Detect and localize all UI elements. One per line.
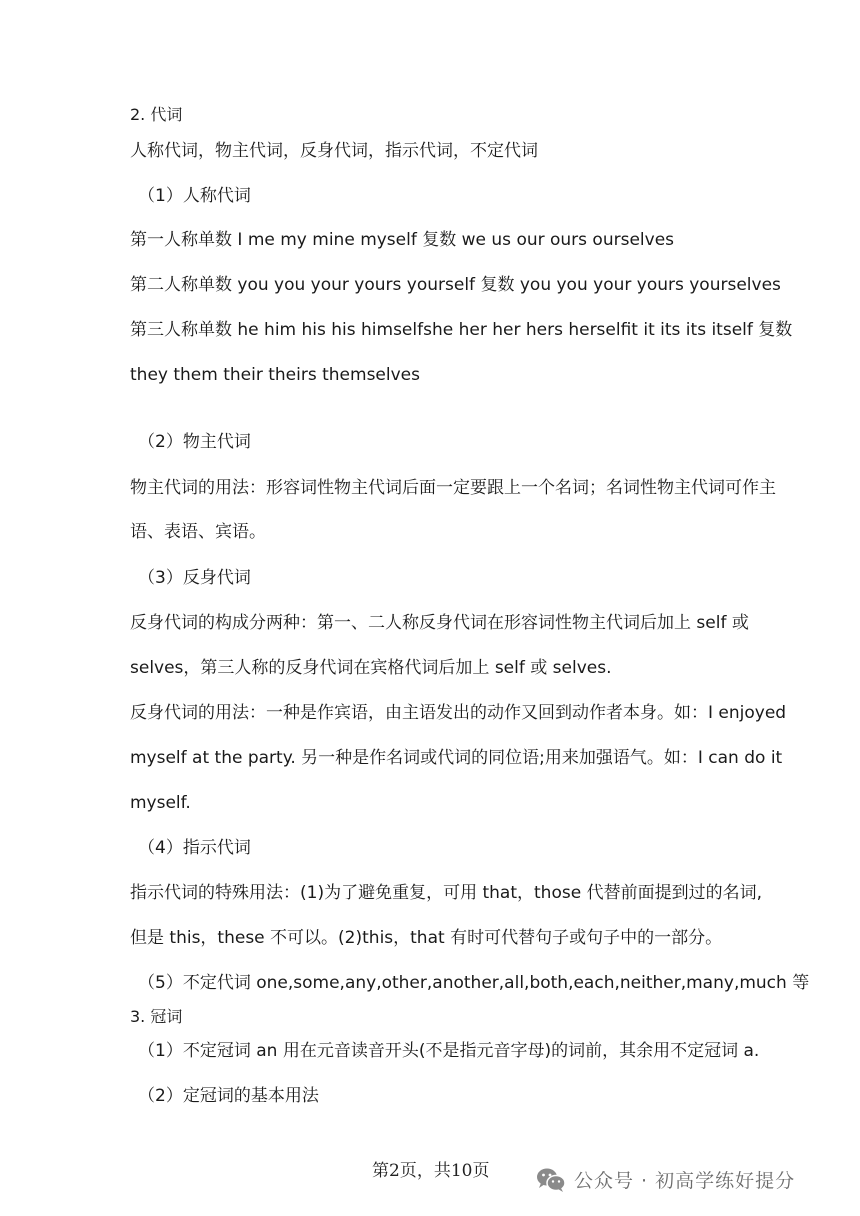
watermark	[536, 1166, 795, 1193]
page-number-footer: 第2页，共10页	[372, 1161, 490, 1181]
possessive-usage-line-1: 物主代词的用法：形容词性物主代词后面一定要跟上一个名词；名词性物主代词可作主	[130, 478, 776, 498]
wechat-icon	[536, 1167, 566, 1193]
third-person-plural-line: they them their theirs themselves	[130, 365, 420, 385]
possessive-usage-line-2: 语、表语、宾语。	[130, 522, 266, 542]
demonstrative-usage-line-2: 但是 this，these 不可以。(2)this，that 有时可代替句子或句子中的一部分。	[130, 928, 723, 948]
indefinite-pronouns-line: （5）不定代词 one,some,any,other,another,all,both,each,neither,many,much 等	[138, 973, 810, 993]
first-person-line: 第一人称单数 I me my mine myself 复数 we us our ours ourselves	[130, 230, 675, 250]
possessive-pronouns-heading: （2）物主代词	[138, 432, 251, 452]
reflexive-usage-line-2: myself at the party. 另一种是作名词或代词的同位语;用来加强语气。如：I can do it	[130, 748, 783, 768]
section-2-title: 2. 代词	[130, 105, 183, 124]
reflexive-formation-line-1: 反身代词的构成分两种：第一、二人称反身代词在形容词性物主代词后加上 self 或	[130, 613, 749, 633]
section-2-intro: 人称代词，物主代词，反身代词，指示代词，不定代词	[130, 141, 538, 161]
reflexive-pronouns-heading: （3）反身代词	[138, 568, 251, 588]
watermark-text: 公众号 · 初高学练好提分	[574, 1170, 796, 1192]
section-3-title: 3. 冠词	[130, 1007, 183, 1026]
second-person-line: 第二人称单数 you you your yours yourself 复数 you you your yours yourselves	[130, 275, 781, 295]
indefinite-article-line: （1）不定冠词 an 用在元音读音开头(不是指元音字母)的词前，其余用不定冠词 a.	[138, 1041, 760, 1061]
definite-article-heading: （2）定冠词的基本用法	[138, 1086, 319, 1106]
reflexive-usage-line-1: 反身代词的用法：一种是作宾语，由主语发出的动作又回到动作者本身。如：I enjoyed	[130, 703, 787, 723]
demonstrative-pronouns-heading: （4）指示代词	[138, 838, 251, 858]
personal-pronouns-heading: （1）人称代词	[138, 186, 251, 206]
third-person-line: 第三人称单数 he him his his himselfshe her her hers herselfit it its its itself 复数	[130, 320, 793, 340]
reflexive-usage-line-3: myself.	[130, 793, 191, 813]
demonstrative-usage-line-1: 指示代词的特殊用法：(1)为了避免重复，可用 that，those 代替前面提到过的名词,	[130, 883, 762, 903]
reflexive-formation-line-2: selves，第三人称的反身代词在宾格代词后加上 self 或 selves.	[130, 658, 612, 678]
